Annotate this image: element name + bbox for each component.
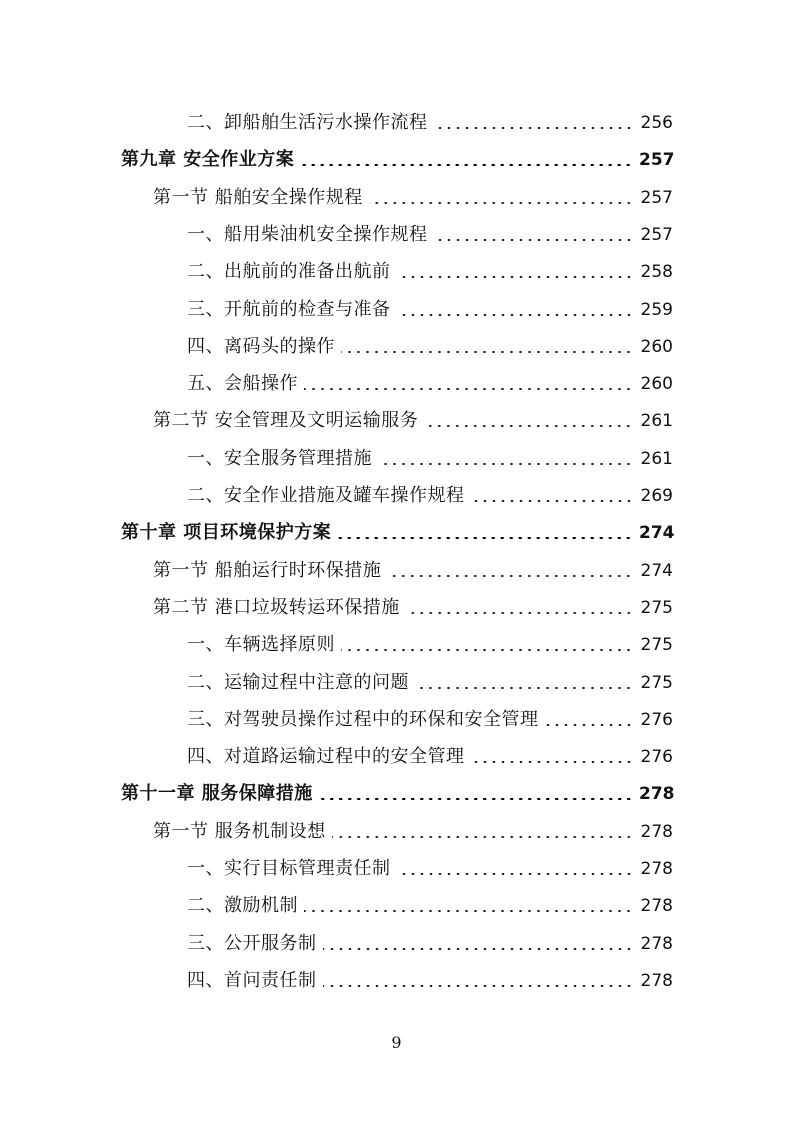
dot-leader	[471, 761, 634, 763]
toc-entry[interactable]	[0, 734, 793, 768]
toc-entry[interactable]	[0, 510, 793, 544]
toc-entry-page: 276	[640, 709, 673, 730]
toc-entry-label: 第二节 安全管理及文明运输服务	[153, 410, 419, 432]
toc-entry[interactable]	[0, 771, 793, 805]
dot-leader	[471, 500, 634, 502]
toc-entry-page: 275	[640, 597, 673, 618]
dot-leader	[434, 127, 634, 129]
dot-leader	[397, 314, 634, 316]
toc-entry-label: 三、开航前的检查与准备	[187, 298, 391, 320]
dot-leader	[545, 724, 634, 726]
dot-leader	[434, 239, 634, 241]
dot-leader	[397, 873, 634, 875]
toc-entry-label: 一、车辆选择原则	[187, 634, 335, 656]
toc-entry-page: 258	[640, 262, 673, 283]
toc-entry-label: 第十一章 服务保障措施	[121, 783, 313, 805]
toc-entry-label: 一、安全服务管理措施	[187, 447, 372, 469]
toc-entry-page: 278	[640, 896, 673, 917]
toc-entry-label: 二、卸船舶生活污水操作流程	[187, 112, 428, 133]
toc-entry[interactable]	[0, 921, 793, 955]
toc-entry-page: 276	[640, 747, 673, 768]
toc-entry-page: 260	[640, 374, 673, 395]
toc-entry-page: 269	[640, 486, 673, 506]
toc-entry-label: 二、安全作业措施及罐车操作规程	[187, 485, 465, 506]
toc-entry[interactable]	[0, 958, 793, 992]
toc-entry-page: 278	[640, 859, 673, 879]
dot-leader	[323, 985, 634, 987]
toc-entry-label: 第一节 服务机制设想	[153, 820, 326, 842]
toc-entry-label: 四、首问责任制	[187, 969, 317, 991]
dot-leader	[341, 351, 633, 353]
toc-entry[interactable]	[0, 585, 793, 619]
toc-entry[interactable]	[0, 883, 793, 917]
toc-entry[interactable]	[0, 660, 793, 694]
toc-entry-page: 261	[640, 411, 673, 432]
toc-entry[interactable]	[0, 436, 793, 470]
toc-entry-label: 四、离码头的操作	[187, 335, 335, 357]
toc-entry-label: 三、对驾驶员操作过程中的环保和安全管理	[187, 708, 539, 730]
toc-entry-page: 257	[639, 150, 675, 171]
toc-entry[interactable]	[0, 548, 793, 582]
toc-entry[interactable]	[0, 622, 793, 656]
toc-entry-label: 四、对道路运输过程中的安全管理	[187, 746, 465, 768]
toc-entry-label: 第二节 港口垃圾转运环保措施	[153, 596, 400, 618]
dot-leader	[378, 463, 633, 465]
toc-entry-label: 第十章 项目环境保护方案	[121, 522, 332, 544]
toc-entry-page: 278	[640, 933, 673, 954]
dot-leader	[397, 276, 634, 278]
dot-leader	[300, 163, 633, 166]
toc-entry-page: 275	[640, 672, 673, 693]
toc-entry-label: 二、运输过程中注意的问题	[187, 671, 409, 693]
toc-entry-label: 第九章 安全作业方案	[121, 149, 295, 171]
toc-entry-label: 第一节 船舶运行时环保措施	[153, 559, 382, 581]
toc-entry-label: 二、激励机制	[187, 895, 298, 917]
toc-entry[interactable]	[0, 809, 793, 843]
dot-leader	[337, 536, 633, 539]
toc-entry[interactable]	[0, 137, 793, 171]
toc-entry-label: 三、公开服务制	[187, 932, 317, 954]
toc-entry-page: 259	[640, 299, 673, 320]
toc-entry[interactable]	[0, 398, 793, 432]
page-number: 9	[391, 1033, 402, 1052]
toc-entry-label: 一、实行目标管理责任制	[187, 858, 391, 879]
dot-leader	[387, 575, 633, 577]
toc-entry-label: 第一节 船舶安全操作规程	[153, 186, 363, 208]
toc-entry[interactable]	[0, 361, 793, 395]
toc-entry-page: 257	[640, 224, 673, 245]
toc-entry[interactable]	[0, 287, 793, 321]
toc-entry-label: 二、出航前的准备出航前	[187, 261, 391, 283]
toc-entry-page: 257	[640, 187, 673, 208]
toc-entry[interactable]	[0, 846, 793, 880]
dot-leader	[304, 910, 633, 912]
dot-leader	[304, 388, 633, 390]
toc-entry[interactable]	[0, 249, 793, 283]
toc-entry-page: 278	[639, 784, 675, 805]
toc-entry-page: 260	[640, 336, 673, 357]
toc-entry-label: 一、船用柴油机安全操作规程	[187, 223, 428, 245]
dot-leader	[406, 612, 633, 614]
toc-entry-page: 275	[640, 635, 673, 656]
dot-leader	[341, 649, 633, 651]
toc-entry[interactable]	[0, 212, 793, 246]
toc-entry-page: 256	[640, 113, 673, 133]
toc-entry-page: 278	[640, 970, 673, 991]
toc-entry[interactable]	[0, 697, 793, 731]
dot-leader	[369, 202, 633, 204]
dot-leader	[424, 425, 633, 427]
toc-entry[interactable]	[0, 100, 793, 134]
dot-leader	[415, 687, 633, 689]
dot-leader	[323, 948, 634, 950]
dot-leader	[332, 836, 633, 838]
toc-entry-label: 五、会船操作	[187, 373, 298, 395]
toc-entry-page: 278	[640, 821, 673, 842]
toc-entry-page: 274	[639, 523, 675, 544]
toc-entry[interactable]	[0, 175, 793, 209]
toc-entry-page: 261	[640, 448, 673, 469]
dot-leader	[319, 797, 633, 800]
toc-entry[interactable]	[0, 473, 793, 507]
toc-entry-page: 274	[640, 560, 673, 581]
toc-entry[interactable]	[0, 324, 793, 358]
